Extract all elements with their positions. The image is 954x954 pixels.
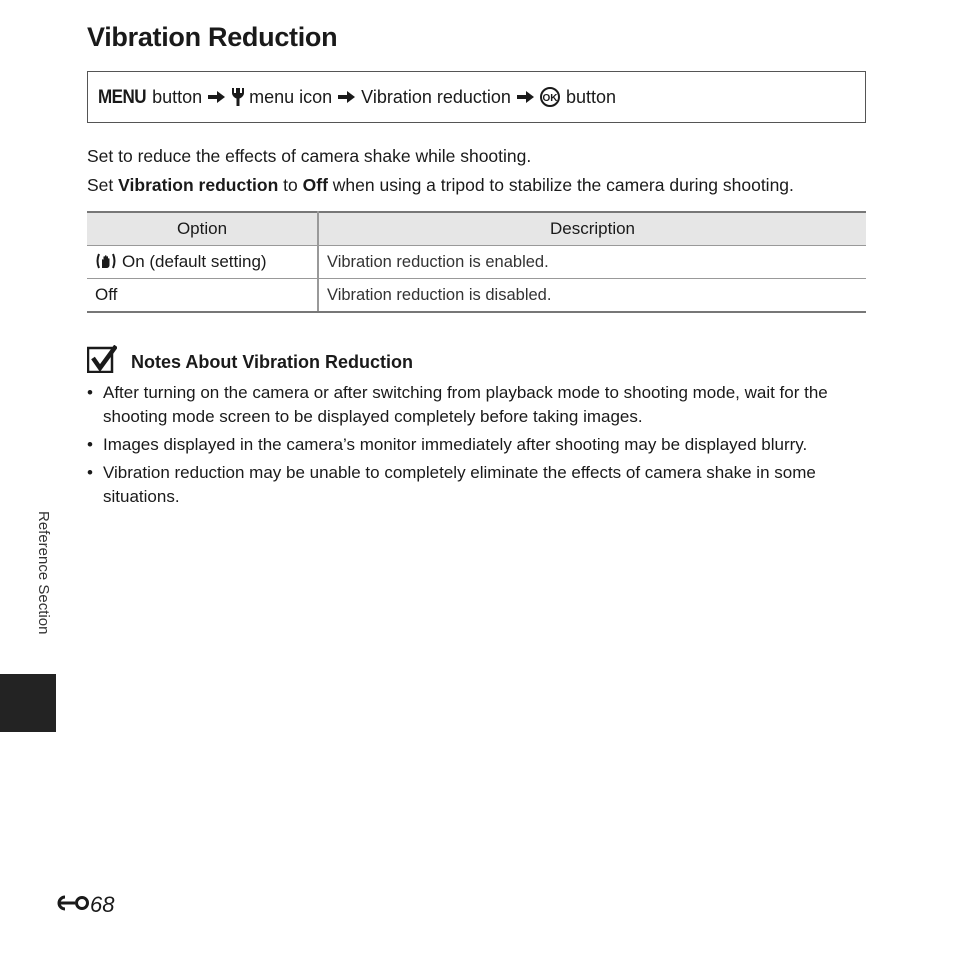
section-side-label: Reference Section (35, 511, 52, 635)
list-item: • Vibration reduction may be unable to completely eliminate the effects of camera shake in some situations. (87, 461, 877, 509)
checkmark-icon (87, 345, 117, 373)
ok-button-icon (540, 87, 560, 107)
table-row (87, 279, 866, 313)
page-title: Vibration Reduction (87, 22, 338, 52)
menu-item-text: Vibration reduction (361, 86, 511, 107)
list-item: • After turning on the camera or after switching from playback mode to shooting mode, wait for the shooting mode screen to be displayed completely before taking images. (87, 381, 877, 429)
menu-icon-text: menu icon (249, 86, 333, 107)
description-cell: Vibration reduction is enabled. (318, 246, 866, 279)
arrow-right-icon (208, 90, 225, 104)
arrow-right-icon (338, 90, 355, 104)
option-label: On (default setting) (122, 252, 267, 271)
wrench-icon (231, 87, 245, 107)
arrow-right-icon (517, 90, 534, 104)
options-table (87, 211, 866, 313)
tripod-instruction: Set Vibration reduction to Off when using a tripod to stabilize the camera during shooting. (87, 175, 794, 195)
column-header-description: Description (318, 212, 866, 246)
ok-button-text: button (565, 86, 616, 107)
e-reference-icon (55, 894, 89, 917)
vibration-reduction-icon (95, 252, 117, 270)
notes-heading (87, 344, 413, 373)
option-cell (87, 246, 318, 279)
intro-text: Set to reduce the effects of camera shake while shooting. (87, 146, 532, 166)
table-row (87, 246, 866, 279)
description-cell: Vibration reduction is disabled. (318, 279, 866, 313)
table-header-row (87, 212, 866, 246)
list-item: • Images displayed in the camera’s monitor immediately after shooting may be displayed blurry. (87, 433, 877, 457)
notes-title: Notes About Vibration Reduction (131, 352, 413, 372)
notes-list (87, 381, 877, 513)
page-number-value: 68 (90, 892, 115, 917)
menu-icon: MENU (98, 85, 147, 108)
option-cell: Off (87, 279, 318, 313)
page-number (55, 892, 114, 918)
menu-path-box (87, 71, 866, 123)
menu-button-text: button (152, 86, 203, 107)
svg-text:OK: OK (542, 93, 558, 104)
section-tab (0, 674, 56, 732)
column-header-option: Option (87, 212, 318, 246)
